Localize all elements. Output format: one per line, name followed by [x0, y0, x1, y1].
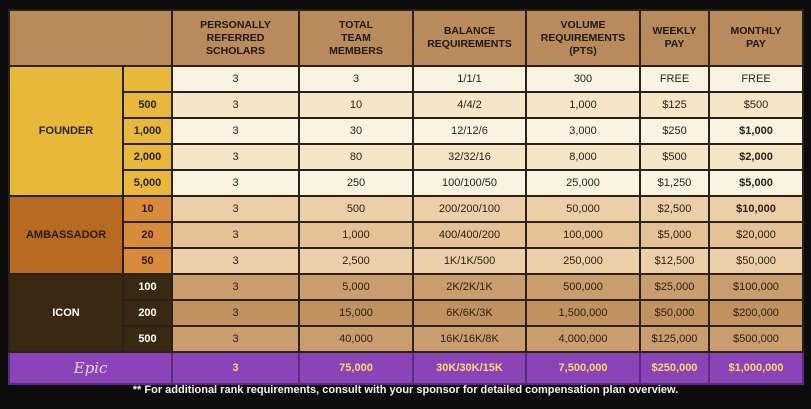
- rank-founder: FOUNDER: [9, 66, 123, 196]
- scholars-cell: 3: [172, 144, 299, 170]
- tier-cell: 2,000: [123, 144, 172, 170]
- tier-cell: [123, 66, 172, 92]
- team-cell: 2,500: [299, 248, 413, 274]
- volume-cell: 4,000,000: [526, 326, 640, 352]
- scholars-cell: 3: [172, 66, 299, 92]
- balance-cell: 1K/1K/500: [413, 248, 526, 274]
- volume-cell: 50,000: [526, 196, 640, 222]
- footnote: ** For additional rank requirements, consult with your sponsor for detailed compensation plan overview.: [132, 384, 679, 396]
- header-scholars: PERSONALLY REFERRED SCHOLARS: [172, 10, 299, 66]
- table-row: [9, 248, 803, 274]
- weekly-cell: $50,000: [640, 300, 709, 326]
- balance-cell: 30K/30K/15K: [413, 352, 526, 384]
- monthly-cell: $100,000: [709, 274, 803, 300]
- compensation-table-frame: [8, 9, 802, 380]
- scholars-cell: 3: [172, 274, 299, 300]
- monthly-cell: $50,000: [709, 248, 803, 274]
- volume-cell: 3,000: [526, 118, 640, 144]
- table-row: [9, 118, 803, 144]
- tier-cell: 50: [123, 248, 172, 274]
- team-cell: 75,000: [299, 352, 413, 384]
- weekly-cell: $500: [640, 144, 709, 170]
- tier-cell: 500: [123, 326, 172, 352]
- volume-cell: 7,500,000: [526, 352, 640, 384]
- table-row: [9, 274, 803, 300]
- monthly-cell: FREE: [709, 66, 803, 92]
- volume-cell: 300: [526, 66, 640, 92]
- team-cell: 40,000: [299, 326, 413, 352]
- volume-cell: 250,000: [526, 248, 640, 274]
- balance-cell: 200/200/100: [413, 196, 526, 222]
- weekly-cell: $125,000: [640, 326, 709, 352]
- table-row: [9, 92, 803, 118]
- rank-icon: ICON: [9, 274, 123, 352]
- weekly-cell: $1,250: [640, 170, 709, 196]
- monthly-cell: $5,000: [709, 170, 803, 196]
- tier-cell: 500: [123, 92, 172, 118]
- volume-cell: 1,500,000: [526, 300, 640, 326]
- header-balance: BALANCE REQUIREMENTS: [413, 10, 526, 66]
- volume-cell: 100,000: [526, 222, 640, 248]
- weekly-cell: $2,500: [640, 196, 709, 222]
- weekly-cell: $125: [640, 92, 709, 118]
- header-team: TOTAL TEAM MEMBERS: [299, 10, 413, 66]
- monthly-cell: $500: [709, 92, 803, 118]
- monthly-cell: $1,000,000: [709, 352, 803, 384]
- weekly-cell: $5,000: [640, 222, 709, 248]
- table-row: [9, 222, 803, 248]
- monthly-cell: $10,000: [709, 196, 803, 222]
- table-row-epic: [9, 352, 803, 384]
- weekly-cell: $250,000: [640, 352, 709, 384]
- header-blank: [9, 10, 172, 66]
- table-row: [9, 300, 803, 326]
- weekly-cell: $12,500: [640, 248, 709, 274]
- balance-cell: 16K/16K/8K: [413, 326, 526, 352]
- scholars-cell: 3: [172, 170, 299, 196]
- team-cell: 250: [299, 170, 413, 196]
- scholars-cell: 3: [172, 92, 299, 118]
- weekly-cell: $25,000: [640, 274, 709, 300]
- header-volume: VOLUME REQUIREMENTS (PTS): [526, 10, 640, 66]
- scholars-cell: 3: [172, 222, 299, 248]
- volume-cell: 500,000: [526, 274, 640, 300]
- balance-cell: 6K/6K/3K: [413, 300, 526, 326]
- scholars-cell: 3: [172, 326, 299, 352]
- header-monthly: MONTHLY PAY: [709, 10, 803, 66]
- table-row: [9, 196, 803, 222]
- balance-cell: 32/32/16: [413, 144, 526, 170]
- scholars-cell: 3: [172, 248, 299, 274]
- rank-ambassador: AMBASSADOR: [9, 196, 123, 274]
- tier-cell: 100: [123, 274, 172, 300]
- team-cell: 500: [299, 196, 413, 222]
- compensation-table: [8, 9, 804, 385]
- monthly-cell: $1,000: [709, 118, 803, 144]
- monthly-cell: $2,000: [709, 144, 803, 170]
- balance-cell: 1/1/1: [413, 66, 526, 92]
- team-cell: 3: [299, 66, 413, 92]
- tier-cell: 10: [123, 196, 172, 222]
- team-cell: 1,000: [299, 222, 413, 248]
- balance-cell: 2K/2K/1K: [413, 274, 526, 300]
- header-weekly: WEEKLY PAY: [640, 10, 709, 66]
- team-cell: 30: [299, 118, 413, 144]
- tier-cell: 1,000: [123, 118, 172, 144]
- scholars-cell: 3: [172, 300, 299, 326]
- balance-cell: 4/4/2: [413, 92, 526, 118]
- team-cell: 15,000: [299, 300, 413, 326]
- volume-cell: 25,000: [526, 170, 640, 196]
- rank-epic: Epic: [9, 352, 172, 384]
- tier-cell: 5,000: [123, 170, 172, 196]
- table-row: [9, 144, 803, 170]
- volume-cell: 8,000: [526, 144, 640, 170]
- table-row: [9, 170, 803, 196]
- weekly-cell: $250: [640, 118, 709, 144]
- tier-cell: 200: [123, 300, 172, 326]
- team-cell: 5,000: [299, 274, 413, 300]
- monthly-cell: $20,000: [709, 222, 803, 248]
- table-row: [9, 66, 803, 92]
- team-cell: 10: [299, 92, 413, 118]
- balance-cell: 100/100/50: [413, 170, 526, 196]
- tier-cell: 20: [123, 222, 172, 248]
- scholars-cell: 3: [172, 196, 299, 222]
- scholars-cell: 3: [172, 118, 299, 144]
- monthly-cell: $200,000: [709, 300, 803, 326]
- monthly-cell: $500,000: [709, 326, 803, 352]
- balance-cell: 12/12/6: [413, 118, 526, 144]
- volume-cell: 1,000: [526, 92, 640, 118]
- scholars-cell: 3: [172, 352, 299, 384]
- table-row: [9, 326, 803, 352]
- weekly-cell: FREE: [640, 66, 709, 92]
- balance-cell: 400/400/200: [413, 222, 526, 248]
- team-cell: 80: [299, 144, 413, 170]
